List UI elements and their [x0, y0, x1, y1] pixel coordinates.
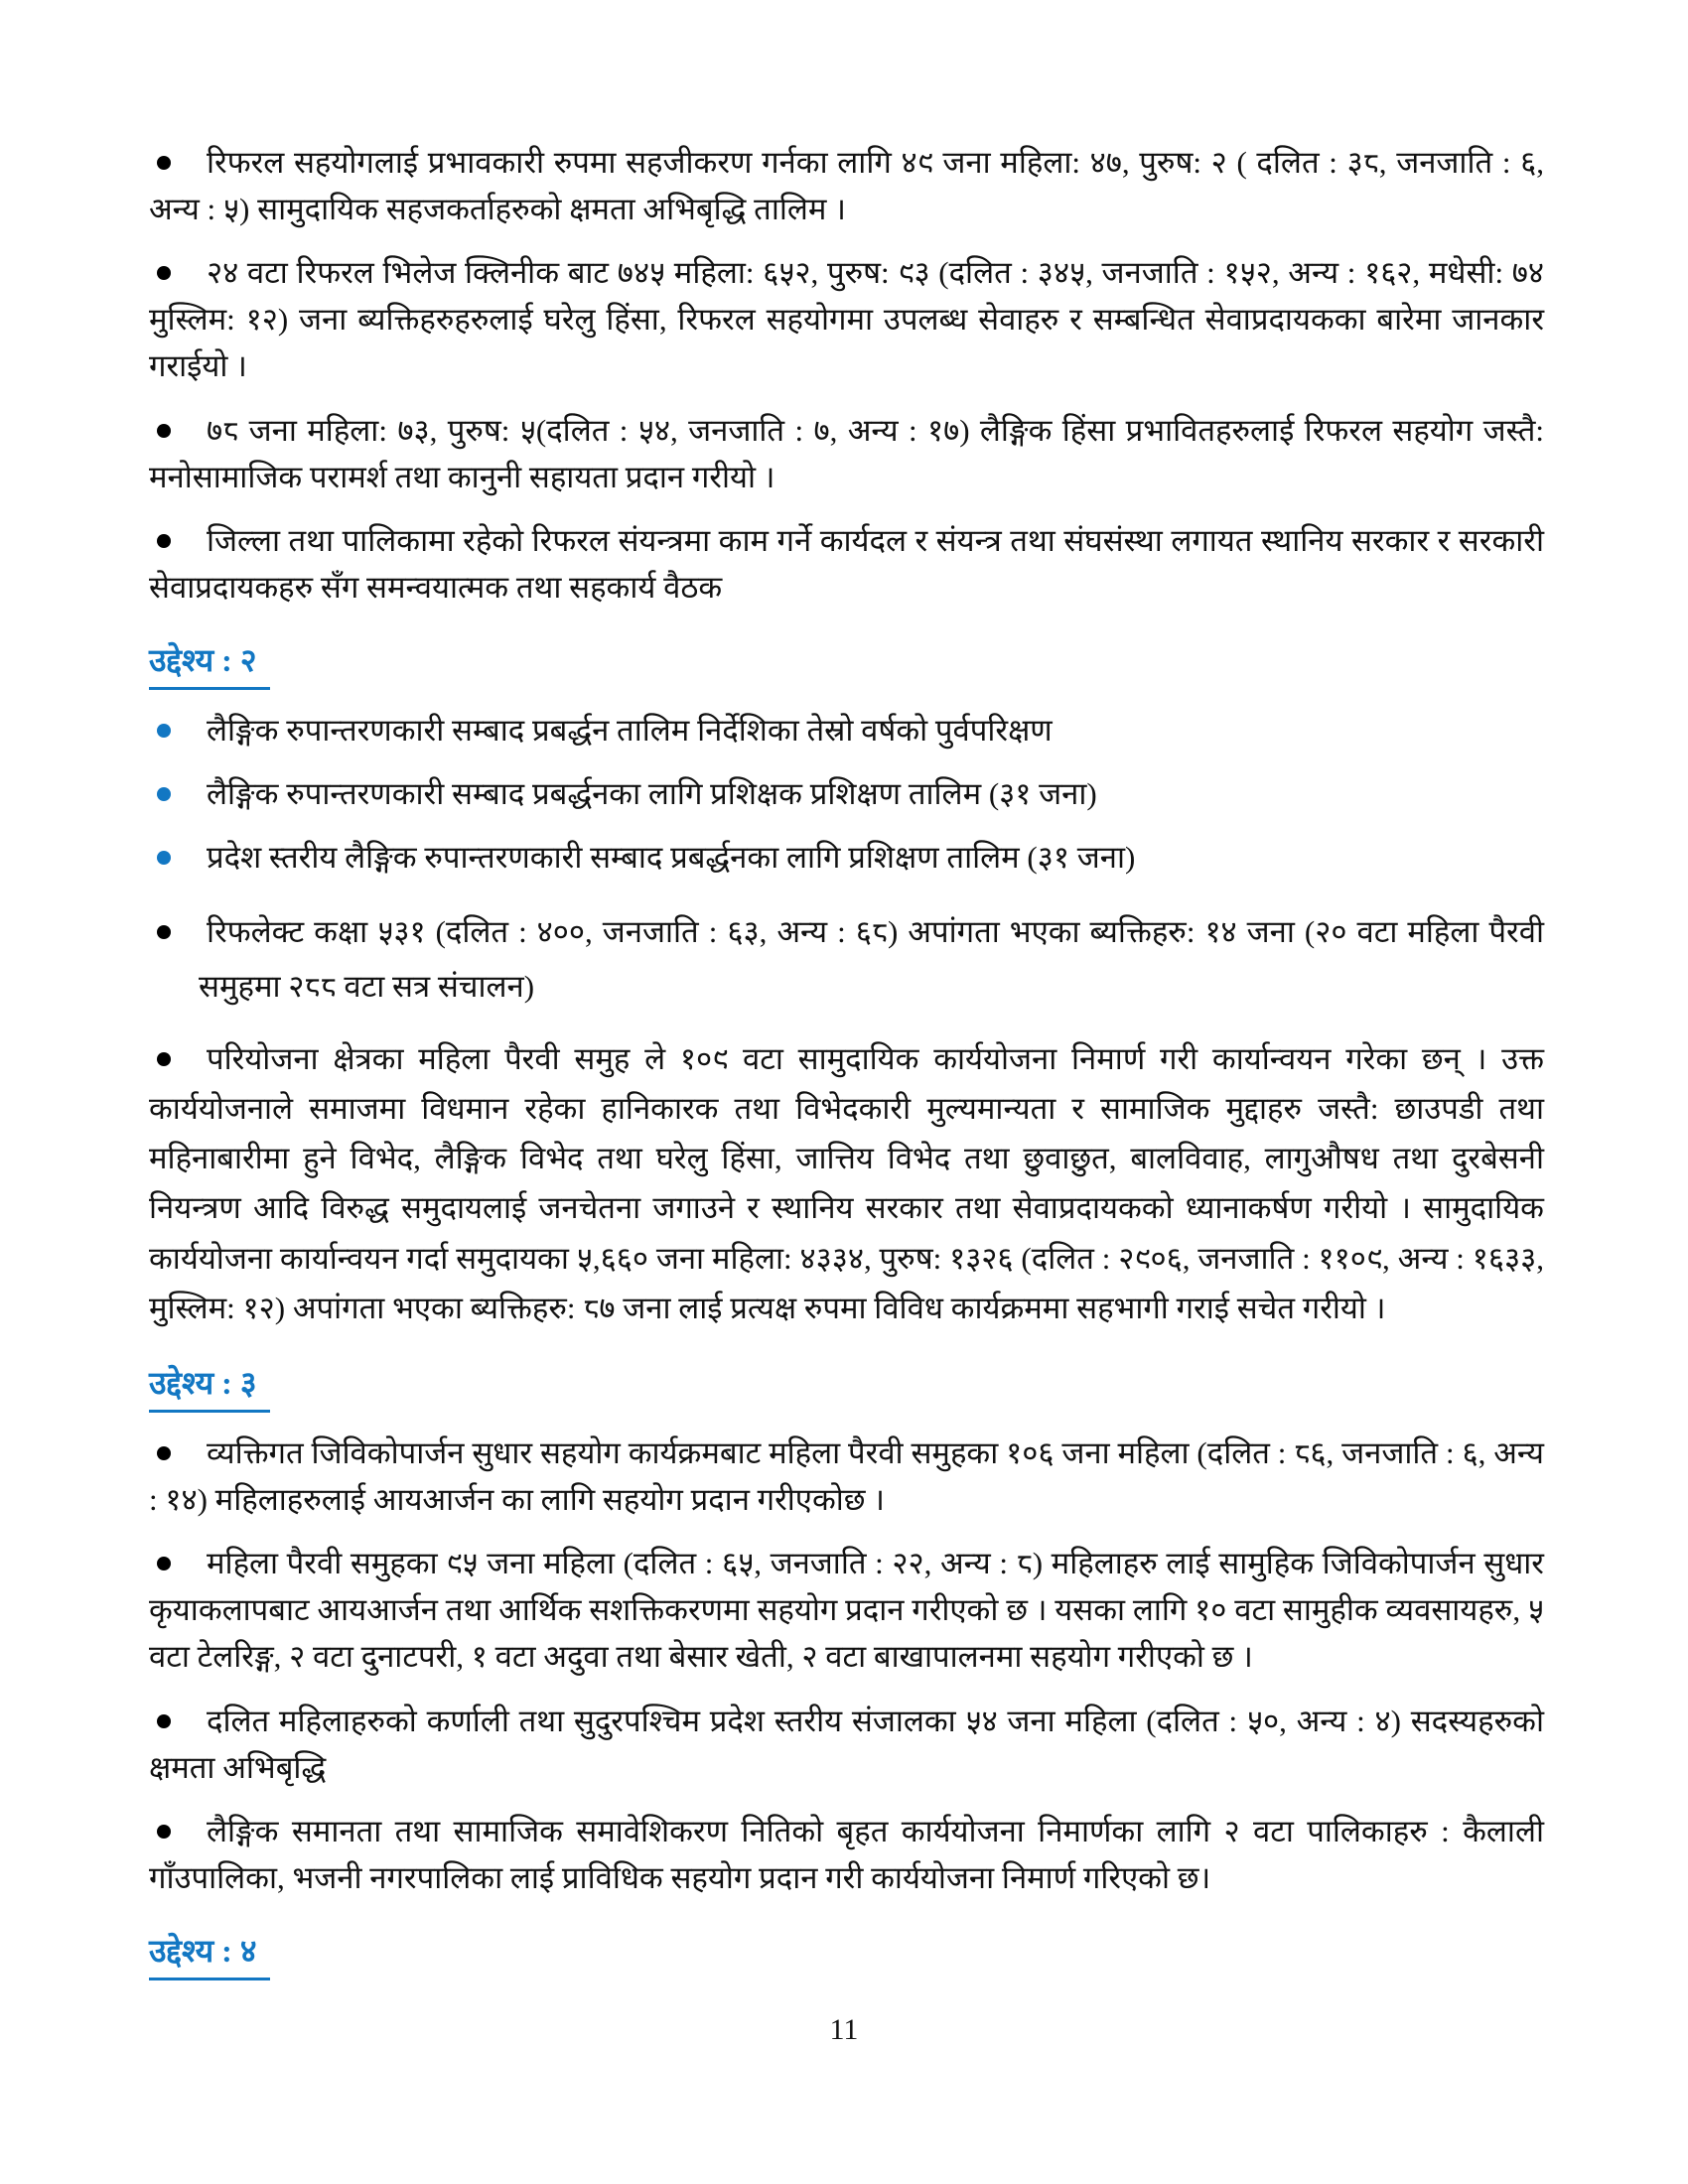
list-item-text: २४ वटा रिफरल भिलेज क्लिनीक बाट ७४५ महिला: ६५२, पुरुष: ९३ (दलित : ३४५, जनजाति : १५२, अन्य : १६२, मधेसी: ७४ मुस्लिम: १२) जना ब्यक्तिहरुहरुलाई घरेलु हिंसा, रिफरल सहयोगमा उपलब्ध सेवाहरु र सम्बन्धित सेवाप्रदायकका बारेमा जानकार गराईयो । — [149, 255, 1544, 384]
list-item-text: रिफलेक्ट कक्षा ५३१ (दलित : ४००, जनजाति : ६३, अन्य : ६८) अपांगता भएका ब्यक्तिहरु: १४ जना (२० वटा महिला पैरवी समुहमा २८८ वटा सत्र संचालन) — [199, 914, 1544, 1005]
list-item — [149, 904, 1544, 1014]
list-item-text: लैङ्गिक रुपान्तरणकारी सम्बाद प्रबर्द्धन तालिम निर्देशिका तेस्रो वर्षको पुर्वपरिक्षण — [207, 712, 1053, 748]
list-item-text: दलित महिलाहरुको कर्णाली तथा सुदुरपश्चिम प्रदेश स्तरीय संजालका ५४ जना महिला (दलित : ५०, अन्य : ४) सदस्यहरुको क्षमता अभिबृद्धि — [149, 1703, 1544, 1785]
section-heading-text: उद्देश्य : ४ — [149, 1929, 270, 1980]
section-heading-text: उद्देश्य : ३ — [149, 1361, 270, 1413]
list-item — [149, 707, 1544, 753]
list-item-text: लैङ्गिक रुपान्तरणकारी सम्बाद प्रबर्द्धनका लागि प्रशिक्षक प्रशिक्षण तालिम (३१ जना) — [207, 776, 1097, 812]
list-item-text: लैङ्गिक समानता तथा सामाजिक समावेशिकरण नितिको बृहत कार्ययोजना निमार्णका लागि २ वटा पालिकाहरु : कैलाली गाँउपालिका, भजनी नगरपालिका लाई प्राविधिक सहयोग प्रदान गरी कार्ययोजना निमार्ण गरिएको छ। — [149, 1813, 1544, 1895]
bullet-dot-icon — [157, 534, 171, 548]
bullet-dot-icon — [157, 1052, 171, 1066]
list-item-text: प्रदेश स्तरीय लैङ्गिक रुपान्तरणकारी सम्बाद प्रबर्द्धनका लागि प्रशिक्षण तालिम (३१ जना) — [207, 840, 1136, 876]
bullet-dot-icon — [157, 925, 171, 939]
list-item — [149, 1034, 1544, 1333]
list-item-text: ७८ जना महिला: ७३, पुरुष: ५(दलित : ५४, जनजाति : ७, अन्य : १७) लैङ्गिक हिंसा प्रभावितहरुलाई रिफरल सहयोग जस्तै: मनोसामाजिक परामर्श तथा कानुनी सहायता प्रदान गरीयो । — [149, 412, 1544, 494]
list-item — [149, 834, 1544, 881]
bullet-dot-icon — [157, 1714, 171, 1728]
section-heading-objective-3 — [149, 1361, 1544, 1413]
bullet-dot-icon — [157, 851, 171, 865]
list-item — [149, 249, 1544, 389]
list-item — [149, 1430, 1544, 1523]
list-item-text: महिला पैरवी समुहका ९५ जना महिला (दलित : ६५, जनजाति : २२, अन्य : ८) महिलाहरु लाई सामुहिक जिविकोपार्जन सुधार कृयाकलापबाट आयआर्जन तथा आर्थिक सशक्तिकरणमा सहयोग प्रदान गरीएको छ । यसका लागि १० वटा सामुहीक व्यवसायहरु, ५ वटा टेलरिङ्ग, २ वटा दुनाटपरी, १ वटा अदुवा तथा बेसार खेती, २ वटा बाखापालनमा सहयोग गरीएको छ । — [149, 1546, 1544, 1675]
bullet-dot-icon — [157, 787, 171, 801]
page-content — [149, 139, 1544, 1984]
list-item — [149, 770, 1544, 817]
list-item — [149, 407, 1544, 500]
bullet-dot-icon — [157, 1825, 171, 1839]
bullet-dot-icon — [157, 724, 171, 738]
section-heading-objective-4 — [149, 1929, 1544, 1980]
list-item — [149, 1698, 1544, 1791]
section-heading-text: उद्देश्य : २ — [149, 638, 270, 690]
list-item-text: व्यक्तिगत जिविकोपार्जन सुधार सहयोग कार्यक्रमबाट महिला पैरवी समुहका १०६ जना महिला (दलित : ८६, जनजाति : ६, अन्य : १४) महिलाहरुलाई आयआर्जन का लागि सहयोग प्रदान गरीएकोछ । — [149, 1434, 1544, 1518]
bullet-dot-icon — [157, 266, 171, 280]
list-item-text: रिफरल सहयोगलाई प्रभावकारी रुपमा सहजीकरण गर्नका लागि ४९ जना महिला: ४७, पुरुष: २ ( दलित : ३८, जनजाति : ६, अन्य : ५) सामुदायिक सहजकर्ताहरुको क्षमता अभिबृद्धि तालिम । — [149, 145, 1544, 227]
list-item-text: परियोजना क्षेत्रका महिला पैरवी समुह ले १०९ वटा सामुदायिक कार्ययोजना निमार्ण गरी कार्यान्वयन गरेका छन् । उक्त कार्ययोजनाले समाजमा विधमान रहेका हानिकारक तथा विभेदकारी मुल्यमान्यता र सामाजिक मुद्दाहरु जस्तै: छाउपडी तथा महिनाबारीमा हुने विभेद, लैङ्गिक विभेद तथा घरेलु हिंसा, जात्तिय विभेद तथा छुवाछुत, बालविवाह, लागुऔषध तथा दुरबेसनी नियन्त्रण आदि विरुद्ध समुदायलाई जनचेतना जगाउने र स्थानिय सरकार तथा सेवाप्रदायकको ध्यानाकर्षण गरीयो । सामुदायिक कार्ययोजना कार्यान्वयन गर्दा समुदायका ५,६६० जना महिला: ४३३४, पुरुष: १३२६ (दलित : २९०६, जनजाति : ११०९, अन्य : १६३३, मुस्लिम: १२) अपांगता भएका ब्यक्तिहरु: ८७ जना लाई प्रत्यक्ष रुपमा विविध कार्यक्रममा सहभागी गराई सचेत गरीयो । — [149, 1040, 1544, 1325]
bullet-dot-icon — [157, 1557, 171, 1570]
list-item-text: जिल्ला तथा पालिकामा रहेको रिफरल संयन्त्रमा काम गर्ने कार्यदल र संयन्त्र तथा संघसंस्था लगायत स्थानिय सरकार र सरकारी सेवाप्रदायकहरु सँग समन्वयात्मक तथा सहकार्य वैठक — [149, 522, 1544, 605]
list-item — [149, 517, 1544, 611]
section-heading-objective-2 — [149, 638, 1544, 690]
list-item — [149, 1808, 1544, 1901]
bullet-dot-icon — [157, 424, 171, 438]
page-number: 11 — [829, 2013, 859, 2046]
bullet-dot-icon — [157, 156, 171, 170]
bullet-dot-icon — [157, 1446, 171, 1460]
list-item — [149, 1540, 1544, 1680]
list-item — [149, 139, 1544, 232]
